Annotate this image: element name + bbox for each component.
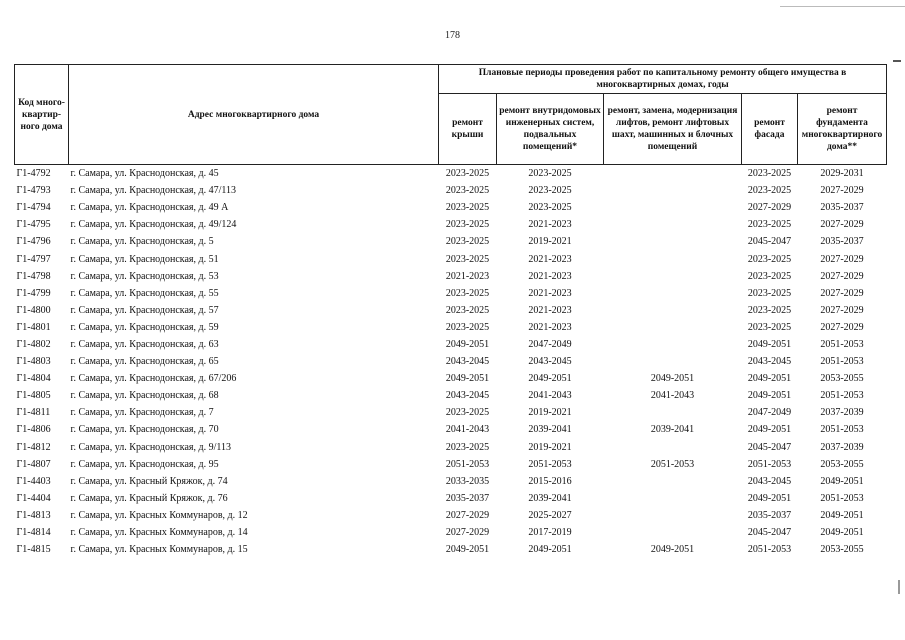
cell-roof: 2021-2023 <box>445 270 490 282</box>
cell-roof: 2027-2029 <box>445 527 490 539</box>
cell-lifts <box>604 182 742 199</box>
table-row <box>15 439 887 456</box>
cell-engineering: 2041-2043 <box>528 390 572 402</box>
cell-engineering: 2019-2021 <box>528 407 572 419</box>
cell-engineering: 2043-2045 <box>528 356 572 368</box>
cell-address: г. Самара, ул. Краснодонская, д. 49/124 <box>70 219 237 231</box>
cell-foundation: 2049-2051 <box>820 527 864 539</box>
table-row <box>15 182 887 199</box>
cell-engineering: 2017-2019 <box>528 527 572 539</box>
cell-code: Г1-4799 <box>16 287 51 299</box>
cell-lifts <box>604 404 742 421</box>
cell-address: г. Самара, ул. Красный Кряжок, д. 74 <box>70 475 228 487</box>
table-row <box>15 404 887 421</box>
cell-facade: 2035-2037 <box>747 509 792 521</box>
cell-engineering: 2021-2023 <box>528 219 572 231</box>
cell-roof: 2023-2025 <box>445 236 490 248</box>
cell-lifts: 2049-2051 <box>650 544 695 556</box>
cell-roof: 2023-2025 <box>445 304 490 316</box>
cell-code: Г1-4815 <box>16 544 51 556</box>
cell-facade: 2045-2047 <box>747 236 792 248</box>
cell-facade: 2023-2025 <box>747 270 792 282</box>
cell-foundation: 2027-2029 <box>820 304 864 316</box>
cell-facade: 2045-2047 <box>747 527 792 539</box>
cell-address: г. Самара, ул. Краснодонская, д. 53 <box>70 270 219 282</box>
table-row <box>15 387 887 404</box>
cell-engineering: 2021-2023 <box>528 304 572 316</box>
table-row <box>15 285 887 302</box>
cell-address: г. Самара, ул. Краснодонская, д. 45 <box>70 168 219 180</box>
cell-engineering: 2019-2021 <box>528 441 572 453</box>
table-row <box>15 473 887 490</box>
cell-engineering: 2021-2023 <box>528 253 572 265</box>
cell-lifts <box>604 507 742 524</box>
cell-engineering: 2019-2021 <box>528 236 572 248</box>
table-row <box>15 250 887 267</box>
cell-engineering: 2049-2051 <box>528 373 572 385</box>
cell-facade: 2049-2051 <box>747 373 792 385</box>
cell-code: Г1-4813 <box>16 509 51 521</box>
table-row <box>15 490 887 507</box>
table-row <box>15 216 887 233</box>
table-row <box>15 302 887 319</box>
cell-lifts <box>604 336 742 353</box>
cell-foundation: 2035-2037 <box>820 202 864 214</box>
header-group-periods: Плановые периоды проведения работ по капитальному ремонту общего имущества в многоквартирных домах, годы <box>439 65 887 94</box>
table-row <box>15 541 887 558</box>
cell-facade: 2049-2051 <box>747 338 792 350</box>
cell-roof: 2023-2025 <box>445 202 490 214</box>
cell-facade: 2051-2053 <box>747 544 792 556</box>
cell-lifts <box>604 199 742 216</box>
cell-engineering: 2025-2027 <box>528 509 572 521</box>
header-facade: ремонт фасада <box>742 94 798 165</box>
cell-code: Г1-4796 <box>16 236 51 248</box>
cell-engineering: 2023-2025 <box>528 168 572 180</box>
cell-facade: 2045-2047 <box>747 441 792 453</box>
cell-lifts: 2049-2051 <box>650 373 695 385</box>
table-row <box>15 370 887 387</box>
cell-code: Г1-4805 <box>16 390 51 402</box>
cell-code: Г1-4793 <box>16 185 51 197</box>
cell-roof: 2033-2035 <box>445 475 490 487</box>
cell-code: Г1-4814 <box>16 527 51 539</box>
cell-facade: 2023-2025 <box>747 321 792 333</box>
header-engineering: ремонт внутридомовых инженерных систем, подвальных помещений* <box>497 94 604 165</box>
cell-address: г. Самара, ул. Краснодонская, д. 47/113 <box>70 185 236 197</box>
cell-foundation: 2051-2053 <box>820 424 864 436</box>
cell-engineering: 2049-2051 <box>528 544 572 556</box>
cell-foundation: 2027-2029 <box>820 185 864 197</box>
cell-code: Г1-4812 <box>16 441 51 453</box>
cell-roof: 2023-2025 <box>445 441 490 453</box>
table-row <box>15 507 887 524</box>
cell-facade: 2049-2051 <box>747 492 792 504</box>
cell-address: г. Самара, ул. Краснодонская, д. 49 А <box>70 202 229 214</box>
cell-address: г. Самара, ул. Краснодонская, д. 95 <box>70 458 219 470</box>
cell-foundation: 2053-2055 <box>820 458 864 470</box>
cell-roof: 2043-2045 <box>445 390 490 402</box>
cell-roof: 2027-2029 <box>445 509 490 521</box>
cell-code: Г1-4802 <box>16 338 51 350</box>
cell-code: Г1-4797 <box>16 253 51 265</box>
table-row <box>15 199 887 216</box>
cell-foundation: 2027-2029 <box>820 253 864 265</box>
cell-foundation: 2037-2039 <box>820 407 864 419</box>
cell-roof: 2023-2025 <box>445 321 490 333</box>
cell-code: Г1-4807 <box>16 458 51 470</box>
cell-roof: 2049-2051 <box>445 373 490 385</box>
cell-code: Г1-4800 <box>16 304 51 316</box>
cell-address: г. Самара, ул. Краснодонская, д. 59 <box>70 321 219 333</box>
cell-address: г. Самара, ул. Краснодонская, д. 70 <box>70 424 219 436</box>
cell-code: Г1-4801 <box>16 321 51 333</box>
table-row <box>15 319 887 336</box>
cell-facade: 2043-2045 <box>747 356 792 368</box>
cell-foundation: 2027-2029 <box>820 219 864 231</box>
table-body <box>15 165 887 559</box>
table-row <box>15 456 887 473</box>
cell-lifts <box>604 285 742 302</box>
cell-lifts <box>604 524 742 541</box>
cell-lifts <box>604 233 742 250</box>
cell-address: г. Самара, ул. Краснодонская, д. 68 <box>70 390 219 402</box>
header-code: Код много-квартир-ного дома <box>15 65 69 165</box>
cell-foundation: 2053-2055 <box>820 544 864 556</box>
cell-lifts: 2039-2041 <box>650 424 695 436</box>
cell-code: Г1-4795 <box>16 219 51 231</box>
cell-foundation: 2049-2051 <box>820 509 864 521</box>
cell-lifts <box>604 353 742 370</box>
cell-facade: 2023-2025 <box>747 168 792 180</box>
cell-engineering: 2021-2023 <box>528 270 572 282</box>
cell-address: г. Самара, ул. Краснодонская, д. 57 <box>70 304 219 316</box>
cell-address: г. Самара, ул. Краснодонская, д. 65 <box>70 356 219 368</box>
cell-roof: 2023-2025 <box>445 185 490 197</box>
cell-address: г. Самара, ул. Краснодонская, д. 5 <box>70 236 214 248</box>
cell-address: г. Самара, ул. Краснодонская, д. 7 <box>70 407 214 419</box>
cell-lifts <box>604 250 742 267</box>
cell-roof: 2023-2025 <box>445 407 490 419</box>
cell-engineering: 2023-2025 <box>528 202 572 214</box>
cell-engineering: 2039-2041 <box>528 424 572 436</box>
repair-schedule-table <box>14 64 887 558</box>
cell-address: г. Самара, ул. Краснодонская, д. 9/113 <box>70 441 231 453</box>
cell-code: Г1-4803 <box>16 356 51 368</box>
cell-roof: 2051-2053 <box>445 458 490 470</box>
cell-facade: 2023-2025 <box>747 253 792 265</box>
cell-address: г. Самара, ул. Красных Коммунаров, д. 14 <box>70 527 248 539</box>
table-row <box>15 268 887 285</box>
cell-lifts <box>604 302 742 319</box>
cell-roof: 2043-2045 <box>445 356 490 368</box>
header-address: Адрес многоквартирного дома <box>69 65 439 165</box>
cell-roof: 2041-2043 <box>445 424 490 436</box>
cell-roof: 2049-2051 <box>445 338 490 350</box>
scan-edge-mark <box>893 60 901 62</box>
cell-roof: 2023-2025 <box>445 168 490 180</box>
cell-lifts: 2041-2043 <box>650 390 695 402</box>
cell-engineering: 2039-2041 <box>528 492 572 504</box>
cell-engineering: 2051-2053 <box>528 458 572 470</box>
cell-foundation: 2051-2053 <box>820 338 864 350</box>
cell-roof: 2023-2025 <box>445 219 490 231</box>
table-row <box>15 233 887 250</box>
cell-engineering: 2021-2023 <box>528 287 572 299</box>
cell-code: Г1-4404 <box>16 492 51 504</box>
header-foundation: ремонт фундамента многоквартирного дома** <box>798 94 887 165</box>
cell-facade: 2023-2025 <box>747 185 792 197</box>
cell-lifts <box>604 268 742 285</box>
cell-address: г. Самара, ул. Красных Коммунаров, д. 12 <box>70 509 248 521</box>
cell-address: г. Самара, ул. Краснодонская, д. 55 <box>70 287 219 299</box>
cell-engineering: 2021-2023 <box>528 321 572 333</box>
table-row <box>15 336 887 353</box>
cell-engineering: 2015-2016 <box>528 475 572 487</box>
cell-code: Г1-4792 <box>16 168 51 180</box>
top-scan-rule <box>780 6 905 7</box>
cell-facade: 2047-2049 <box>747 407 792 419</box>
cell-roof: 2023-2025 <box>445 253 490 265</box>
cell-lifts <box>604 439 742 456</box>
table-row <box>15 165 887 183</box>
cell-code: Г1-4794 <box>16 202 51 214</box>
cell-facade: 2027-2029 <box>747 202 792 214</box>
cell-foundation: 2051-2053 <box>820 390 864 402</box>
cell-foundation: 2027-2029 <box>820 287 864 299</box>
cell-roof: 2049-2051 <box>445 544 490 556</box>
cell-facade: 2049-2051 <box>747 424 792 436</box>
page-number: 178 <box>445 30 460 41</box>
cell-roof: 2023-2025 <box>445 287 490 299</box>
cell-lifts: 2051-2053 <box>650 458 695 470</box>
cell-foundation: 2051-2053 <box>820 492 864 504</box>
cell-facade: 2049-2051 <box>747 390 792 402</box>
cell-engineering: 2047-2049 <box>528 338 572 350</box>
cell-code: Г1-4403 <box>16 475 51 487</box>
cell-lifts <box>604 165 742 183</box>
cell-foundation: 2027-2029 <box>820 270 864 282</box>
cell-foundation: 2035-2037 <box>820 236 864 248</box>
cell-facade: 2051-2053 <box>747 458 792 470</box>
cell-facade: 2023-2025 <box>747 287 792 299</box>
table-row <box>15 353 887 370</box>
cell-foundation: 2049-2051 <box>820 475 864 487</box>
cell-foundation: 2029-2031 <box>820 168 864 180</box>
cell-code: Г1-4806 <box>16 424 51 436</box>
cell-lifts <box>604 490 742 507</box>
scan-speck <box>898 580 900 594</box>
table-row <box>15 421 887 438</box>
table-row <box>15 524 887 541</box>
cell-code: Г1-4798 <box>16 270 51 282</box>
cell-code: Г1-4811 <box>16 407 51 419</box>
cell-facade: 2023-2025 <box>747 219 792 231</box>
cell-facade: 2043-2045 <box>747 475 792 487</box>
cell-engineering: 2023-2025 <box>528 185 572 197</box>
cell-address: г. Самара, ул. Краснодонская, д. 63 <box>70 338 219 350</box>
cell-code: Г1-4804 <box>16 373 51 385</box>
cell-foundation: 2027-2029 <box>820 321 864 333</box>
cell-address: г. Самара, ул. Краснодонская, д. 51 <box>70 253 219 265</box>
cell-foundation: 2037-2039 <box>820 441 864 453</box>
cell-roof: 2035-2037 <box>445 492 490 504</box>
cell-foundation: 2053-2055 <box>820 373 864 385</box>
cell-address: г. Самара, ул. Красный Кряжок, д. 76 <box>70 492 228 504</box>
cell-facade: 2023-2025 <box>747 304 792 316</box>
header-lifts: ремонт, замена, модернизация лифтов, ремонт лифтовых шахт, машинных и блочных помещений <box>604 94 742 165</box>
cell-lifts <box>604 319 742 336</box>
cell-foundation: 2051-2053 <box>820 356 864 368</box>
cell-address: г. Самара, ул. Красных Коммунаров, д. 15 <box>70 544 248 556</box>
cell-lifts <box>604 216 742 233</box>
cell-lifts <box>604 473 742 490</box>
cell-address: г. Самара, ул. Краснодонская, д. 67/206 <box>70 373 237 385</box>
header-roof: ремонт крыши <box>439 94 497 165</box>
